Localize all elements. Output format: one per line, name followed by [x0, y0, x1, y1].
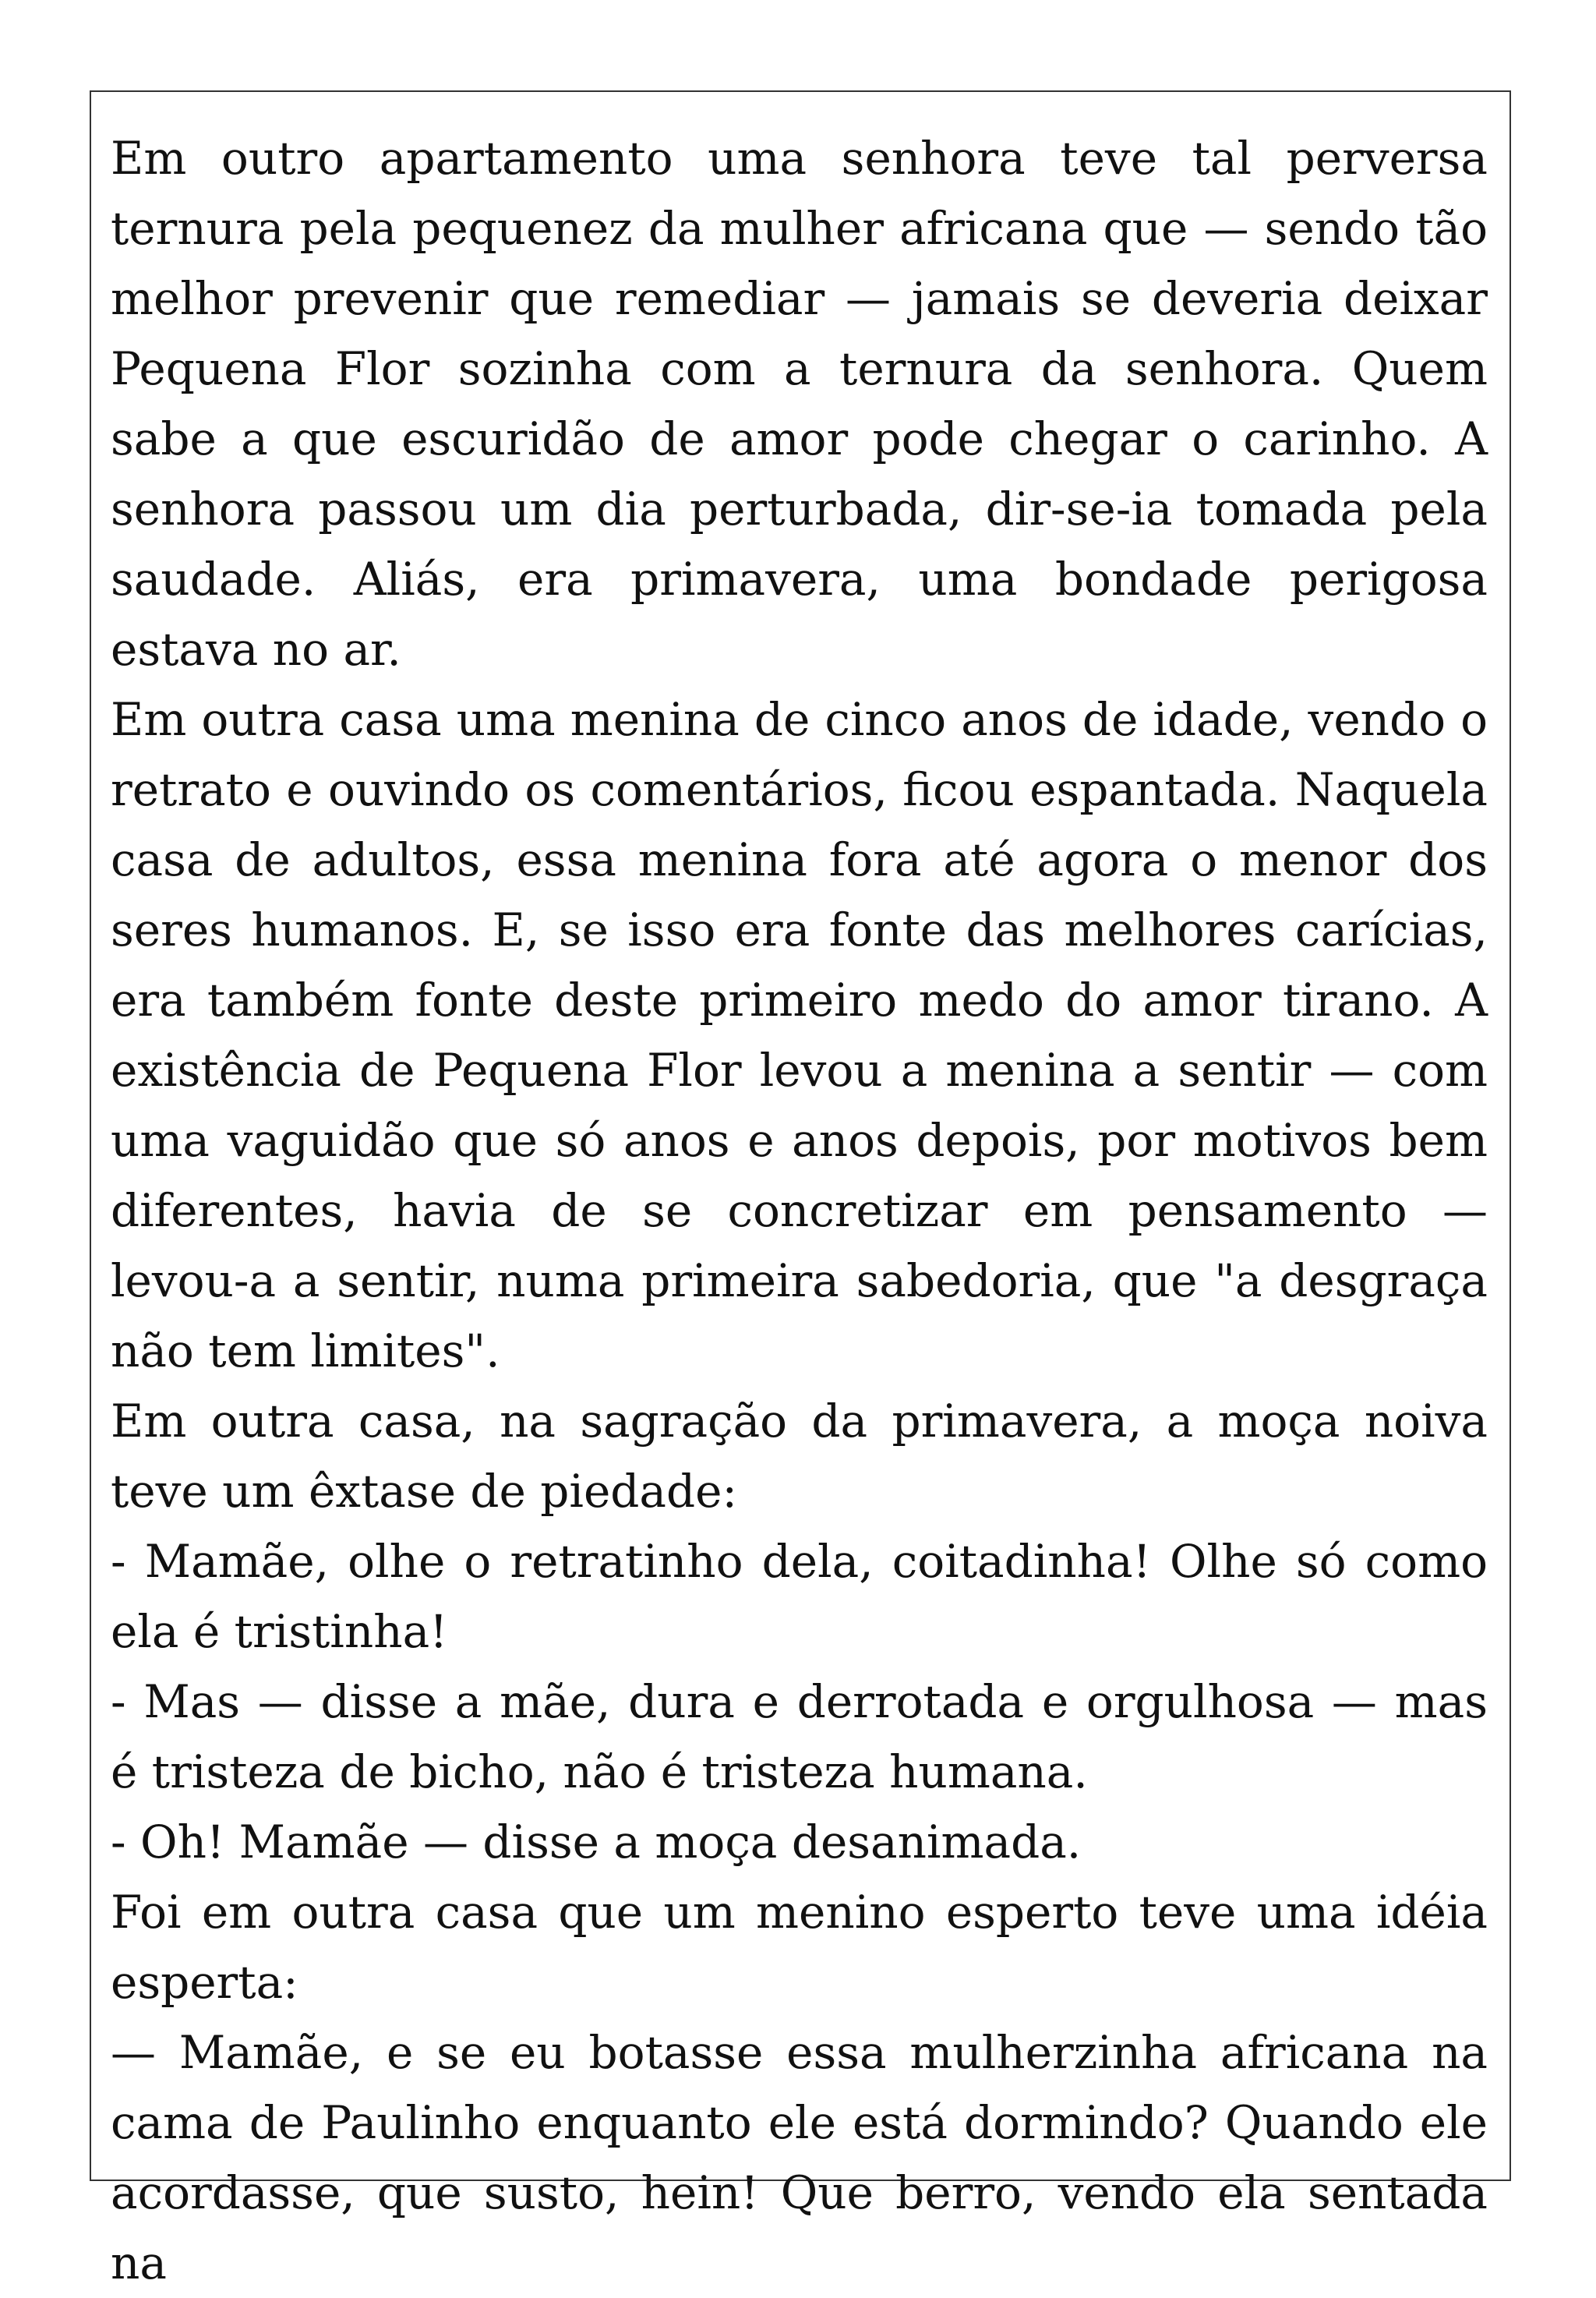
paragraph: Foi em outra casa que um menino esperto teve uma idéia esperta: [111, 1886, 1488, 2009]
paragraph: - Mamãe, olhe o retratinho dela, coitadinha! Olhe só como ela é tristinha! [111, 1535, 1488, 1658]
paragraph: — Mamãe, e se eu botasse essa mulherzinha africana na cama de Paulinho enquanto ele está dormindo? Quando ele acordasse, que susto, hein! Que berro, vendo ela sentada na [111, 2026, 1488, 2289]
paragraph: - Mas — disse a mãe, dura e derrotada e orgulhosa — mas é tristeza de bicho, não é tristeza humana. [111, 1675, 1488, 1798]
page-frame [90, 90, 1511, 2289]
paragraph: Em outra casa uma menina de cinco anos de idade, vendo o retrato e ouvindo os comentários, ficou espantada. Naquela casa de adultos, essa menina fora até agora o menor dos seres humanos. E, se isso era fonte das melhores carícias, era também fonte deste primeiro medo do amor tirano. A existência de Pequena Flor levou a menina a sentir — com uma vaguidão que só anos e anos depois, por motivos bem diferentes, havia de se concretizar em pensamento — levou-a a sentir, numa primeira sabedoria, que "a desgraça não tem limites". [111, 693, 1488, 1377]
text-body [111, 123, 1488, 2298]
paragraph: Em outra casa, na sagração da primavera, a moça noiva teve um êxtase de piedade: [111, 1395, 1488, 1518]
paragraph: Em outro apartamento uma senhora teve tal perversa ternura pela pequenez da mulher africana que — sendo tão melhor prevenir que remediar — jamais se deveria deixar Pequena Flor sozinha com a ternura da senhora. Quem sabe a que escuridão de amor pode chegar o carinho. A senhora passou um dia perturbada, dir-se-ia tomada pela saudade. Aliás, era primavera, uma bondade perigosa estava no ar. [111, 132, 1488, 676]
paragraph: - Oh! Mamãe — disse a moça desanimada. [111, 1815, 1082, 1868]
